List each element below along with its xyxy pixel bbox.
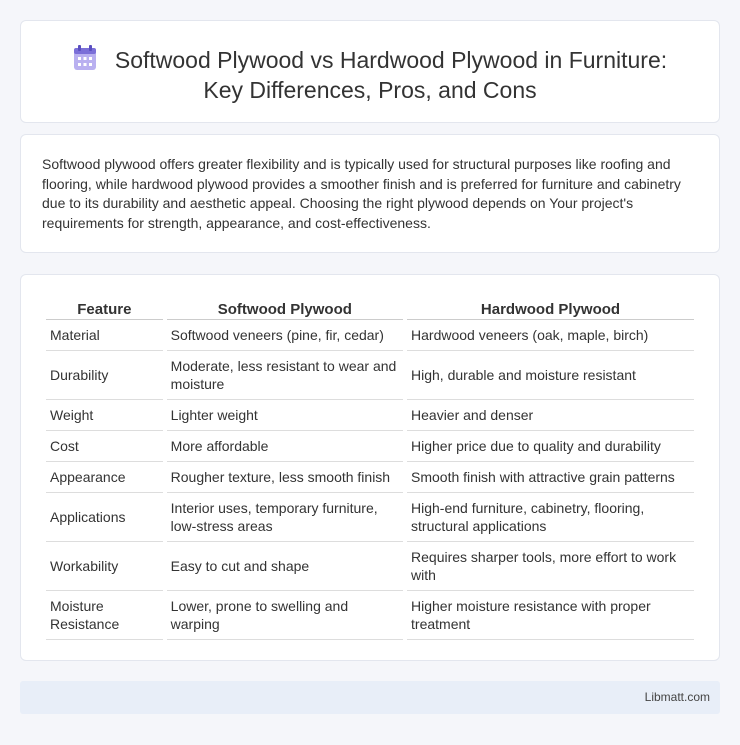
header-feature: Feature xyxy=(46,296,163,320)
feature-cell: Applications xyxy=(46,493,163,542)
hardwood-cell: High-end furniture, cabinetry, flooring, structural applications xyxy=(407,493,694,542)
table-row xyxy=(46,351,694,400)
softwood-cell: Softwood veneers (pine, fir, cedar) xyxy=(167,320,403,351)
feature-cell: Durability xyxy=(46,351,163,400)
header-softwood: Softwood Plywood xyxy=(167,296,403,320)
table-row xyxy=(46,542,694,591)
table-row xyxy=(46,400,694,431)
softwood-cell: Rougher texture, less smooth finish xyxy=(167,462,403,493)
feature-cell: Cost xyxy=(46,431,163,462)
table-row xyxy=(46,462,694,493)
title-line-2: Key Differences, Pros, and Cons xyxy=(203,77,537,103)
footer-brand[interactable]: Libmatt.com xyxy=(644,690,710,704)
hardwood-cell: Smooth finish with attractive grain patterns xyxy=(407,462,694,493)
table-row xyxy=(46,591,694,640)
title-card xyxy=(20,20,720,123)
softwood-cell: Moderate, less resistant to wear and moisture xyxy=(167,351,403,400)
page-title xyxy=(21,45,719,105)
softwood-cell: Interior uses, temporary furniture, low-stress areas xyxy=(167,493,403,542)
footer-bar xyxy=(20,681,720,714)
comparison-table xyxy=(42,296,698,640)
hardwood-cell: Higher moisture resistance with proper treatment xyxy=(407,591,694,640)
header-hardwood: Hardwood Plywood xyxy=(407,296,694,320)
hardwood-cell: High, durable and moisture resistant xyxy=(407,351,694,400)
softwood-cell: Easy to cut and shape xyxy=(167,542,403,591)
summary-text: Softwood plywood offers greater flexibility and is typically used for structural purposes like roofing and flooring, while hardwood plywood provides a smoother finish and is preferred for furniture and cabinetry due to its durability and aesthetic appeal. Choosing the right plywood depends on Your project's requirements for strength, appearance, and cost-effectiveness. xyxy=(42,156,681,231)
calendar-icon xyxy=(73,45,97,71)
hardwood-cell: Heavier and denser xyxy=(407,400,694,431)
title-line-1: Softwood Plywood vs Hardwood Plywood in Furniture: xyxy=(114,47,668,73)
comparison-table-card xyxy=(20,274,720,661)
feature-cell: Moisture Resistance xyxy=(46,591,163,640)
table-row xyxy=(46,431,694,462)
hardwood-cell: Requires sharper tools, more effort to work with xyxy=(407,542,694,591)
summary-card xyxy=(20,134,720,253)
feature-cell: Material xyxy=(46,320,163,351)
table-row xyxy=(46,320,694,351)
table-header-row xyxy=(46,296,694,320)
softwood-cell: Lighter weight xyxy=(167,400,403,431)
feature-cell: Workability xyxy=(46,542,163,591)
hardwood-cell: Hardwood veneers (oak, maple, birch) xyxy=(407,320,694,351)
hardwood-cell: Higher price due to quality and durability xyxy=(407,431,694,462)
softwood-cell: Lower, prone to swelling and warping xyxy=(167,591,403,640)
feature-cell: Weight xyxy=(46,400,163,431)
softwood-cell: More affordable xyxy=(167,431,403,462)
feature-cell: Appearance xyxy=(46,462,163,493)
table-row xyxy=(46,493,694,542)
